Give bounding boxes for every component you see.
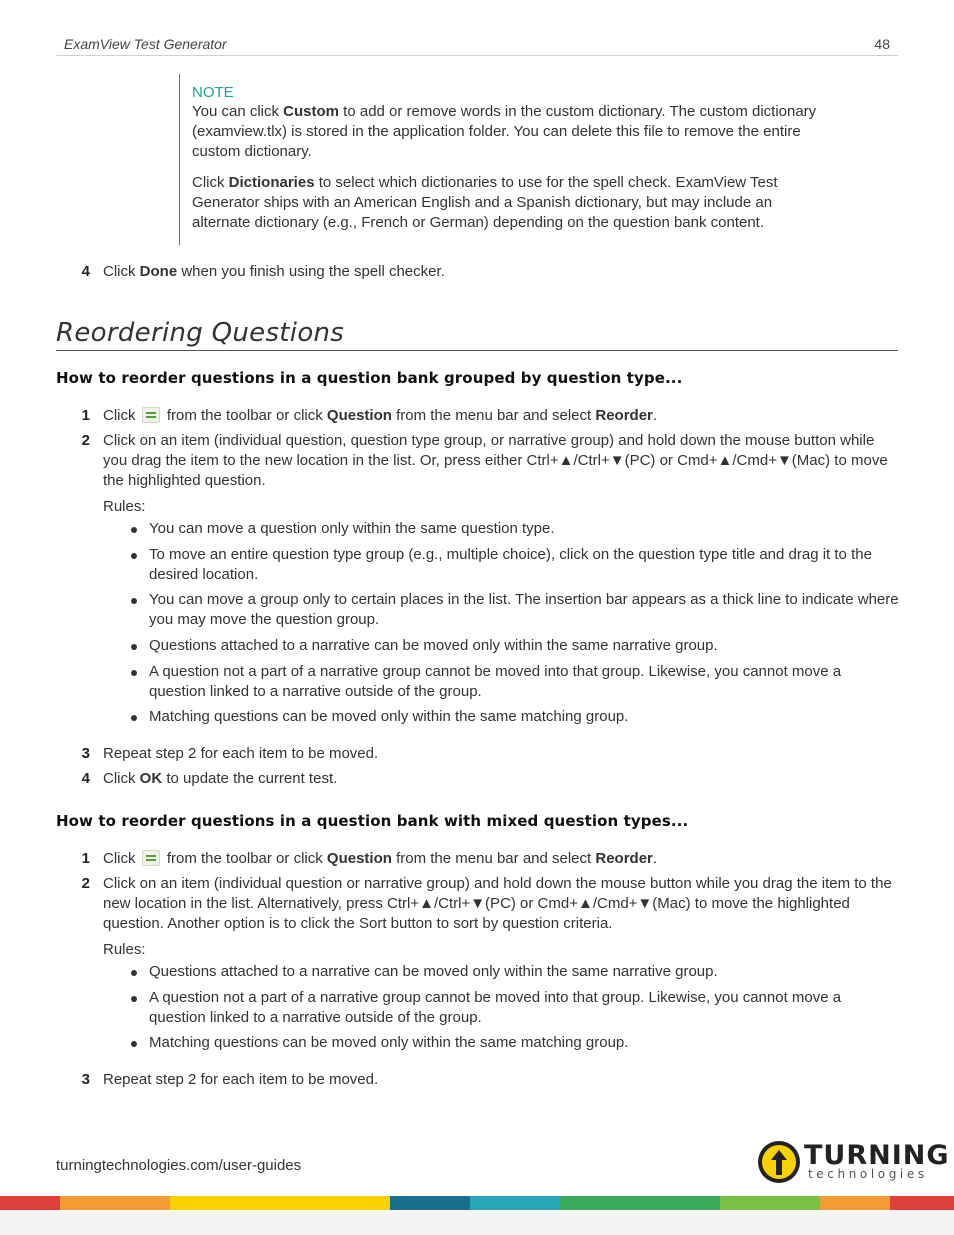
text: Click [192,174,229,191]
rule-item: A question not a part of a narrative group cannot be moved into that group. Likewise, you cannot move a question linked to a narrative outside of the group. [149,989,842,1026]
logo-subword: technologies [808,1167,928,1181]
rule-item: Matching questions can be moved only within the same matching group. [149,1034,629,1051]
bold-text: Question [326,407,392,424]
step-number: 1 [81,850,90,867]
step-text: Repeat step 2 for each item to be moved. [103,1071,379,1088]
stripe-segment [60,1196,170,1210]
step-text: Repeat step 2 for each item to be moved. [103,745,379,762]
bullet-dot [131,553,137,559]
note-title: NOTE [192,84,234,101]
bold-text: Dictionaries [228,174,315,191]
step-text [103,262,898,282]
stripe-segment [470,1196,560,1210]
step-number: 1 [81,407,90,424]
bold-text: Question [326,850,392,867]
stripe-segment [890,1196,954,1210]
text: Click [103,263,140,280]
bold-text: Done [139,263,178,280]
text: to add or remove words in the custom dictionary. The custom dictionary (examview.tlx) is stored in the application folder. You can delete this file to remove the entire custom dictionary. [192,103,817,160]
stripe-segment [720,1196,820,1210]
text: Click [103,850,140,867]
footer-link[interactable]: turningtechnologies.com/user-guides [56,1157,302,1174]
section-title: Reordering Questions [56,318,898,351]
step-text [103,849,898,869]
subsection-heading: How to reorder questions in a question bank with mixed question types... [56,812,689,830]
text: from the toolbar or click [162,850,327,867]
text: Click [103,407,140,424]
rule-item: A question not a part of a narrative group cannot be moved into that group. Likewise, you cannot move a question linked to a narrative outside of the group. [149,663,842,700]
rule-item: You can move a question only within the same question type. [149,520,555,537]
rule-item: You can move a group only to certain places in the list. The insertion bar appears as a thick line to indicate where you may move the question group. [149,591,899,628]
bold-text: Reorder [595,407,653,424]
text: Click [103,770,140,787]
logo-word: TURNING [804,1140,950,1171]
logo-arrow-stem [776,1159,782,1175]
document-title: ExamView Test Generator [64,36,227,52]
bold-text: Custom [283,103,340,120]
bold-text: OK [139,770,163,787]
subsection-heading: How to reorder questions in a question bank grouped by question type... [56,369,683,387]
bullet-dot [131,715,137,721]
reorder-icon [142,407,160,423]
bullet-dot [131,598,137,604]
bullet-dot [131,527,137,533]
rule-item: Matching questions can be moved only within the same matching group. [149,708,629,725]
text: from the toolbar or click [162,407,327,424]
rule-item: To move an entire question type group (e.g., multiple choice), click on the question type title and drag it to the desired location. [149,546,872,583]
rule-item: Questions attached to a narrative can be moved only within the same narrative group. [149,637,718,654]
bold-text: Reorder [595,850,653,867]
bullet-dot [131,996,137,1002]
note-box [179,74,819,245]
step-text [103,406,898,426]
page-header [56,36,898,56]
text: to update the current test. [162,770,338,787]
bullet-dot [131,644,137,650]
step-number: 4 [81,770,90,787]
text: from the menu bar and select [391,850,596,867]
stripe-segment [0,1196,60,1210]
step-number: 3 [81,1071,90,1088]
bullet-dot [131,970,137,976]
step-number: 2 [81,432,90,449]
rules-label: Rules: [103,498,146,515]
stripe-segment [820,1196,890,1210]
bullet-dot [131,670,137,676]
text: . [652,407,658,424]
page-number: 48 [874,36,890,52]
rule-item: Questions attached to a narrative can be moved only within the same narrative group. [149,963,718,980]
text: . [652,850,658,867]
stripe-segment [560,1196,720,1210]
bullet-dot [131,1041,137,1047]
step-number: 2 [81,875,90,892]
text: You can click [192,103,284,120]
stripe-segment [390,1196,470,1210]
note-paragraph-dictionaries [192,173,817,233]
step-text [103,769,898,789]
stripe-segment [170,1196,390,1210]
turning-technologies-logo [758,1140,950,1187]
note-paragraph-custom [192,102,817,162]
text: from the menu bar and select [391,407,596,424]
step-text: Click on an item (individual question or narrative group) and hold down the mouse button while you drag the item to the new location in the list. Alternatively, press Ctrl+▲/Ctrl+▼(PC) or Cmd+▲/Cmd+▼(Mac) to move the highlighted question. Another option is to click the Sort button to sort by question criteria. [103,875,892,932]
step-text: Click on an item (individual question, question type group, or narrative group) and hold down the mouse button while you drag the item to the new location in the list. Or, press either Ctrl+▲/Ctrl+▼(PC) or Cmd+▲/Cmd+▼(Mac) to move the highlighted question. [103,432,888,489]
page-bottom-margin [0,1210,954,1235]
text: when you finish using the spell checker. [177,263,445,280]
step-number: 4 [81,263,90,280]
rules-label: Rules: [103,941,146,958]
step-number: 3 [81,745,90,762]
footer-color-stripe [0,1196,954,1210]
text: to select which dictionaries to use for the spell check. ExamView Test Generator ships with an American English and a Spanish dictionary, but may include an alternate dictionary (e.g., French or German) depending on the question bank content. [192,174,778,231]
reorder-icon [142,850,160,866]
